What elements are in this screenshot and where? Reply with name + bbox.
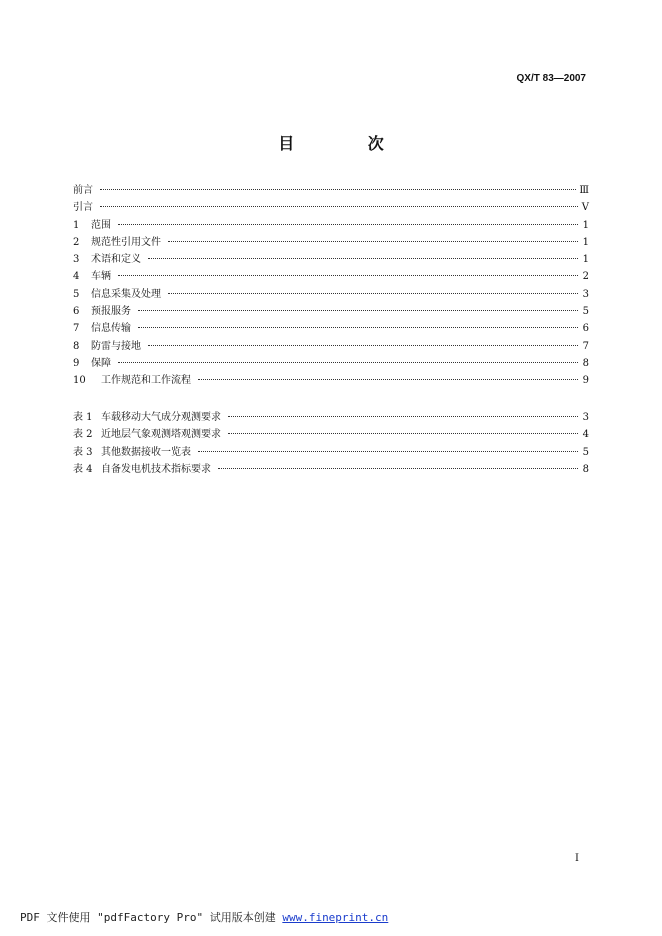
toc-page: 1 [582, 236, 589, 248]
table-page: 5 [582, 446, 589, 458]
toc-page: 7 [582, 340, 589, 352]
footer-text: PDF 文件使用 "pdfFactory Pro" 试用版本创建 [20, 911, 276, 924]
table-number: 表 1 [73, 412, 93, 423]
toc-number: 6 [73, 306, 80, 318]
page-number: I [575, 853, 579, 864]
toc-label: 范围 [91, 219, 111, 231]
dot-leader [198, 379, 578, 380]
toc-number: 4 [73, 271, 80, 283]
dot-leader [118, 362, 578, 363]
table-number: 表 3 [73, 446, 93, 458]
toc-page: 1 [582, 254, 589, 266]
toc-label: 防雷与接地 [91, 340, 141, 352]
table-label: 车载移动大气成分观测要求 [101, 412, 221, 423]
toc-label: 引言 [73, 202, 93, 214]
table-page: 3 [582, 412, 589, 423]
table-entry[interactable] [73, 461, 589, 478]
toc-page: 3 [582, 288, 589, 300]
dot-leader [168, 293, 578, 294]
toc-page: 1 [582, 219, 589, 231]
dot-leader [218, 468, 578, 469]
toc-label: 车辆 [91, 271, 111, 283]
table-entry[interactable] [73, 409, 589, 426]
dot-leader [148, 258, 578, 259]
table-of-contents [73, 182, 589, 390]
toc-page: 5 [582, 306, 589, 318]
page-title: 目 次 [278, 134, 418, 153]
toc-page: Ⅲ [579, 185, 589, 196]
toc-label: 保障 [91, 357, 111, 369]
toc-entry[interactable] [73, 199, 589, 216]
toc-label: 工作规范和工作流程 [101, 375, 191, 387]
table-label: 自备发电机技术指标要求 [101, 463, 211, 475]
table-entry[interactable] [73, 444, 589, 461]
dot-leader [118, 224, 578, 225]
toc-number: 5 [73, 288, 80, 300]
dot-leader [100, 189, 576, 190]
dot-leader [138, 327, 578, 328]
table-entry[interactable] [73, 426, 589, 443]
table-number: 表 4 [73, 463, 93, 475]
dot-leader [228, 433, 578, 434]
toc-page: 9 [582, 375, 589, 387]
toc-page: Ⅴ [581, 202, 589, 214]
dot-leader [148, 345, 578, 346]
toc-label: 规范性引用文件 [91, 236, 161, 248]
footer-link[interactable]: www.fineprint.cn [282, 911, 389, 924]
toc-entry[interactable] [73, 372, 589, 389]
toc-entry[interactable] [73, 303, 589, 320]
dot-leader [138, 310, 578, 311]
toc-page: 2 [582, 271, 589, 283]
table-label: 近地层气象观测塔观测要求 [101, 429, 221, 441]
toc-entry[interactable] [73, 320, 589, 337]
toc-number: 9 [73, 357, 80, 369]
dot-leader [118, 275, 578, 276]
dot-leader [228, 416, 578, 417]
dot-leader [168, 241, 578, 242]
toc-number: 10 [73, 375, 86, 387]
toc-page: 8 [582, 357, 589, 369]
standard-code: QX/T 83—2007 [516, 73, 586, 84]
toc-entry[interactable] [73, 234, 589, 251]
table-page: 4 [582, 429, 589, 441]
toc-entry[interactable] [73, 338, 589, 355]
toc-number: 3 [73, 254, 80, 266]
toc-label: 术语和定义 [91, 254, 141, 266]
toc-number: 2 [73, 236, 80, 248]
toc-label: 前言 [73, 185, 93, 196]
toc-entry[interactable] [73, 217, 589, 234]
table-page: 8 [582, 463, 589, 475]
toc-label: 信息传输 [91, 323, 131, 335]
toc-page: 6 [582, 323, 589, 335]
toc-number: 8 [73, 340, 80, 352]
table-label: 其他数据接收一览表 [101, 446, 191, 458]
dot-leader [198, 451, 578, 452]
toc-entry[interactable] [73, 182, 589, 199]
toc-entry[interactable] [73, 286, 589, 303]
toc-entry[interactable] [73, 251, 589, 268]
dot-leader [100, 206, 578, 207]
list-of-tables [73, 409, 589, 478]
toc-number: 1 [73, 219, 80, 231]
toc-label: 预报服务 [91, 306, 131, 318]
pdf-footer [20, 909, 388, 925]
toc-entry[interactable] [73, 268, 589, 285]
toc-label: 信息采集及处理 [91, 288, 161, 300]
toc-number: 7 [73, 323, 80, 335]
toc-entry[interactable] [73, 355, 589, 372]
table-number: 表 2 [73, 429, 93, 441]
